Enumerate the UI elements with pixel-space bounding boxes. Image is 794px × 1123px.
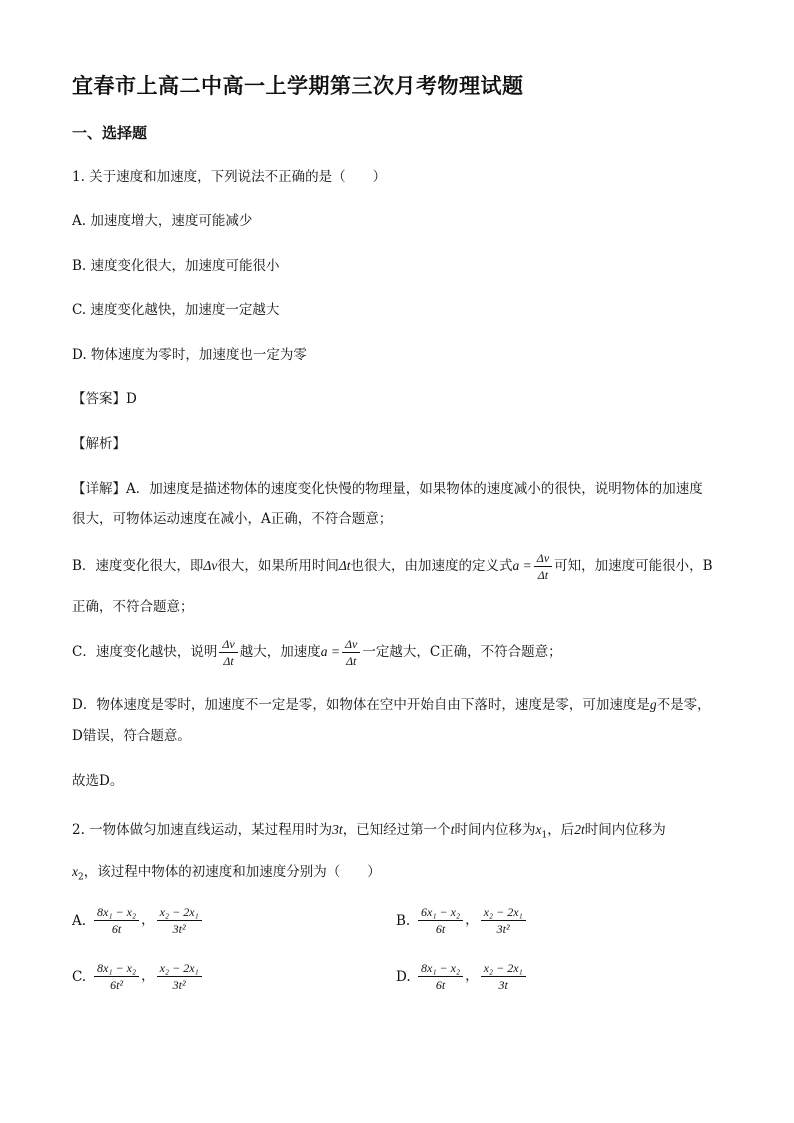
text: 可知，加速度可能很小，B [554,558,713,574]
q1-stem: 1. 关于速度和加速度，下列说法不正确的是（ ） [72,169,387,185]
fraction [157,962,202,991]
fraction-numerator: 6x₁ − x₂ [418,906,463,921]
text: 也很大，由加速度的定义式 [350,558,513,574]
q1-detail-d-line1 [72,696,711,714]
fraction-denominator: 3t [498,978,508,992]
q1-detail-b-line1 [72,552,713,581]
symbol-x1: x [535,822,542,837]
delta-v: Δv [203,558,218,573]
q1-detail-d-line2: D错误，符合题意。 [72,728,191,744]
fraction-denominator: 3t² [172,922,186,936]
fraction [418,906,463,935]
q1-detail-a-line2: 很大，可物体运动速度在减小，A正确，不符合题意； [72,511,393,527]
text: ，后 [547,822,575,838]
text: ，该过程中物体的初速度和加速度分别为（ ） [83,864,381,880]
q1-detail-a-line1: 【详解】A．加速度是描述物体的速度变化快慢的物理量，如果物体的速度减小的很快，说明物体的加速度 [72,481,703,497]
q1-detail-c-line [72,638,562,667]
fraction-dv-dt [534,552,552,581]
fraction-numerator: x₂ − 2x₁ [157,906,202,921]
q1-conclusion: 故选D。 [72,773,124,789]
q1-detail-b-line2: 正确，不符合题意； [72,599,194,615]
q2-option-c [72,962,204,991]
symbol-x2: x [72,864,78,879]
separator: ， [465,912,479,928]
q1-answer: 【答案】D [72,391,137,407]
fraction-denominator: 6t² [110,978,124,992]
text: 时间内位移为 [454,822,536,838]
g-symbol: g [649,697,657,712]
fraction-numerator: x₂ − 2x₁ [157,962,202,977]
text: 很大，如果所用时间 [217,558,339,574]
fraction [481,962,526,991]
fraction-denominator: 3t² [172,978,186,992]
text: 不是零， [656,697,711,713]
fraction-numerator: Δv [534,552,552,567]
fraction-numerator: 8x₁ − x₂ [94,906,139,921]
q2-option-d [396,962,528,991]
text: C．速度变化越快，说明 [72,644,218,660]
text: B．速度变化很大，即 [72,558,204,574]
fraction-numerator: Δv [342,638,360,653]
fraction-dv-dt [342,638,360,667]
option-label: A. [72,912,87,929]
text: 一定越大，C正确，不符合题意； [362,644,562,660]
subscript: 1 [541,830,548,841]
fraction [157,906,202,935]
option-label: B. [396,912,411,929]
formula-a-eq: a = [512,558,532,573]
fraction [94,962,139,991]
fraction-dv-dt [219,638,237,667]
delta-t: Δt [338,558,351,573]
q2-option-a [72,906,204,935]
q1-analysis-label: 【解析】 [72,436,126,452]
q2-option-b [396,906,528,935]
fraction-numerator: x₂ − 2x₁ [481,962,526,977]
q1-option-d: D. 物体速度为零时，加速度也一定为零 [72,347,307,363]
q2-stem-line1 [72,821,666,845]
q1-option-a: A. 加速度增大，速度可能减少 [72,213,253,229]
fraction [481,906,526,935]
fraction-denominator: Δt [223,654,234,668]
text: 时间内位移为 [584,822,666,838]
separator: ， [465,968,479,984]
fraction-denominator: 6t [435,978,446,992]
symbol-3t: 3t [332,822,343,837]
q1-option-b: B. 速度变化很大，加速度可能很小 [72,258,280,274]
subscript: 2 [78,872,84,883]
fraction-numerator: Δv [219,638,237,653]
symbol-2t: 2t [574,822,585,837]
fraction [418,962,463,991]
symbol-t: t [450,822,455,837]
fraction-numerator: 8x₁ − x₂ [418,962,463,977]
text: ，已知经过第一个 [342,822,451,838]
q2-stem-line2 [72,863,381,887]
fraction-numerator: x₂ − 2x₁ [481,906,526,921]
section-heading: 一、选择题 [72,124,148,142]
fraction-denominator: Δt [345,654,357,668]
separator: ， [141,968,155,984]
fraction-denominator: 6t [435,922,446,936]
fraction-denominator: 3t² [496,922,510,936]
fraction-denominator: 6t [111,922,122,936]
page-title: 宜春市上高二中高一上学期第三次月考物理试题 [72,73,524,98]
text: 2. 一物体做匀加速直线运动，某过程用时为 [72,822,333,838]
option-label: C. [72,968,87,985]
q1-option-c: C. 速度变化越快，加速度一定越大 [72,302,280,318]
text: D．物体速度是零时，加速度不一定是零，如物体在空中开始自由下落时，速度是零，可加速度是 [72,697,650,713]
separator: ， [141,912,155,928]
formula-a-eq: a = [320,644,340,659]
fraction [94,906,139,935]
fraction-numerator: 8x₁ − x₂ [94,962,139,977]
text: 越大，加速度 [239,644,321,660]
fraction-denominator: Δt [537,568,549,582]
option-label: D. [396,968,411,985]
